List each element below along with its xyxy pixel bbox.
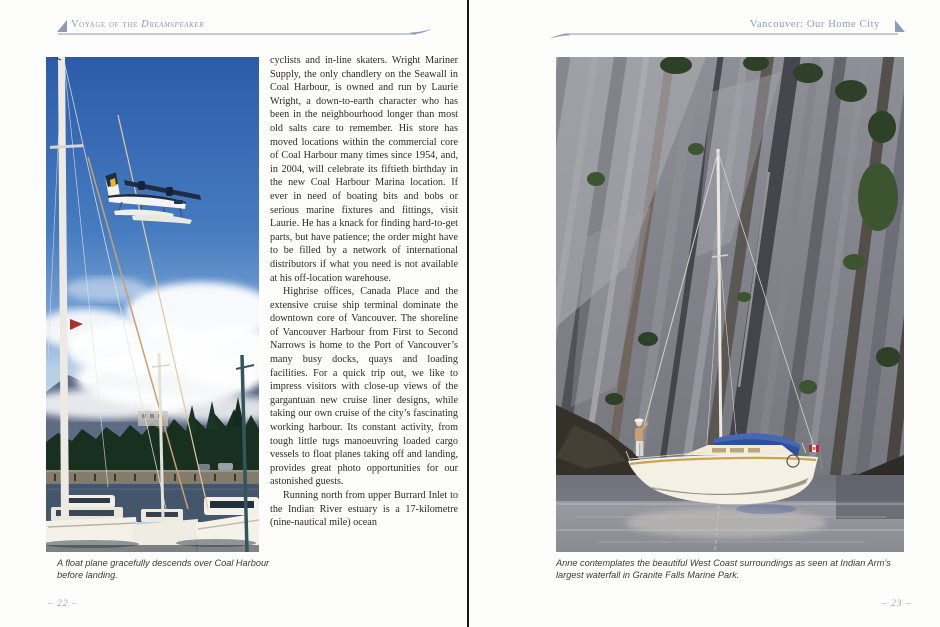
photo-caption-right: Anne contemplates the beautiful West Coast surroundings as seen at Indian Arm’s largest waterfall in Granite Falls Marine Park. (556, 558, 891, 581)
float-plane-photo (46, 57, 259, 552)
header-rule-right (550, 28, 900, 40)
sailboat-cliff-photo (556, 57, 904, 552)
header-rule-left (56, 28, 436, 38)
header-book-title: Dreamspeaker (141, 19, 205, 30)
body-paragraph: cyclists and in-line skaters. Wright Mariner Supply, the only chandlery on the Seawall in Coal Harbour, is owned and run by Laurie Wright, a down-to-earth character who has been in the neighbourhood longer than most old salts care to remember. His store has moved locations within the commercial core of Coal Harbour many times since 1954, and, in 2004, will celebrate its fiftieth birthday in the new Coal Harbour Marina location. If ever in need of boating bits and bobs or serious marine fixtures and fittings, visit Laurie. He has a knack for finding hard-to-get parts, but have patience; the order might have to be filled by a network of international distributors if what you need is not available at his off-location warehouse. (270, 55, 458, 284)
spread-fold-line (467, 0, 469, 627)
body-paragraph: Running north from upper Burrard Inlet to the Indian River estuary is a 17-kilometre (nine-nautical mile) ocean (270, 490, 458, 529)
page-number-right: – 23 – (882, 599, 912, 609)
header-prefix: Voyage of the (71, 19, 142, 30)
page-number-left: – 22 – (48, 599, 78, 609)
body-text-column (270, 54, 458, 606)
running-header-right: Vancouver: Our Home City (749, 19, 880, 30)
photo-caption-left: A float plane gracefully descends over Coal Harbour before landing. (57, 558, 270, 581)
body-paragraph: Highrise offices, Canada Place and the extensive cruise ship terminal dominate the downtown core of Vancouver. The shoreline of Vancouver Harbour from First to Second Narrows is home to the Port of Vancouver’s many busy docks, quays and loading facilities. For a quick trip out, we like to impress visitors with close-up views of the gargantuan new cruise liner designs, while taking our own cruise of the city’s fascinating working harbour. Its constant activity, from tough little tugs manoeuvring loaded cargo vessels to float planes taking off and landing, provides great photo opportunities for our astonished guests. (270, 286, 458, 488)
